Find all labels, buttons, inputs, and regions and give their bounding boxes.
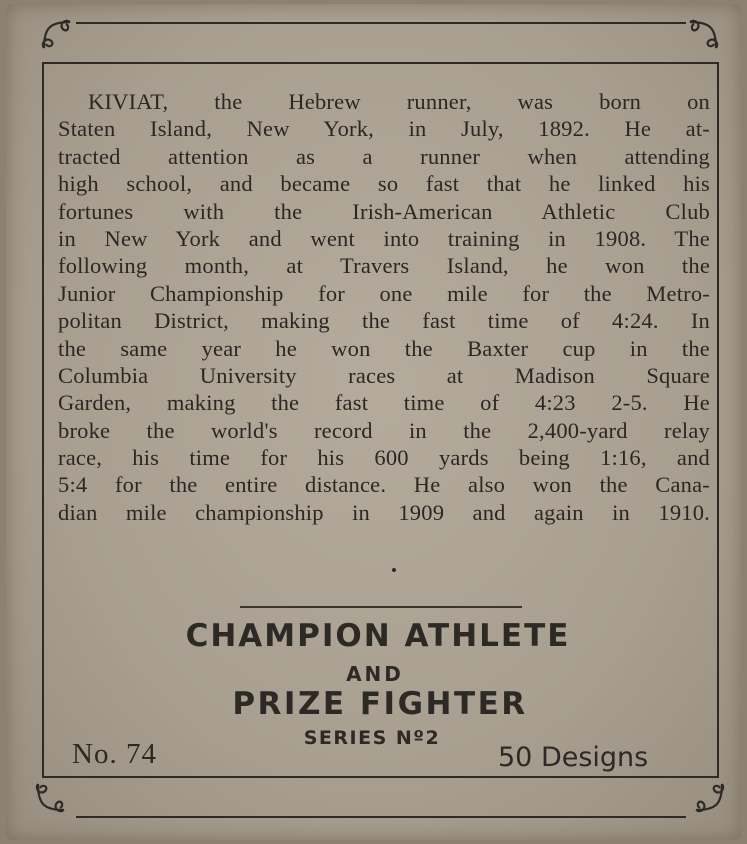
bio-line: tracted attention as a runner when attending: [58, 143, 710, 169]
bio-line: Staten Island, New York, in July, 1892. He at-: [58, 116, 710, 142]
bio-line: Garden, making the fast time of 4:23 2-5. He: [58, 390, 710, 416]
card-number: No. 74: [72, 738, 157, 770]
bio-line: KIVIAT, the Hebrew runner, was born on: [88, 89, 710, 114]
bio-line: Columbia University races at Madison Square: [58, 362, 710, 388]
heading-champion-athlete: CHAMPION ATHLETE: [185, 618, 571, 654]
bio-line: Junior Championship for one mile for the Metro-: [58, 280, 710, 306]
corner-scroll-ornament-bottom-left: [30, 774, 74, 818]
bio-line: the same year he won the Baxter cup in the: [58, 335, 710, 361]
corner-scroll-ornament-top-right: [680, 14, 724, 58]
bio-line: 5:4 for the entire distance. He also won the Cana-: [58, 472, 710, 498]
bio-line: dian mile championship in 1909 and again in 1910.: [58, 499, 710, 525]
bio-line: fortunes with the Irish-American Athletic Club: [58, 198, 710, 224]
series-label: SERIES Nº2: [303, 727, 441, 749]
ink-dot: [392, 568, 396, 572]
bio-line: politan District, making the fast time of 4:24. In: [58, 308, 710, 334]
designs-count: 50 Designs: [498, 742, 649, 773]
bio-line: high school, and became so fast that he linked his: [58, 171, 710, 197]
bio-line: in New York and went into training in 1908. The: [58, 225, 710, 251]
heading-prize-fighter: PRIZE FIGHTER: [232, 686, 528, 722]
corner-scroll-ornament-bottom-right: [686, 774, 730, 818]
biography-text: [58, 88, 710, 558]
bio-line: following month, at Travers Island, he won the: [58, 253, 710, 279]
heading-and: AND: [346, 662, 404, 686]
divider-rule: [240, 606, 522, 608]
top-border-line: [76, 22, 686, 24]
bio-line: race, his time for his 600 yards being 1:16, and: [58, 445, 710, 471]
bio-line: broke the world's record in the 2,400-yard relay: [58, 417, 710, 443]
bottom-border-line: [76, 816, 686, 818]
corner-scroll-ornament-top-left: [36, 14, 80, 58]
